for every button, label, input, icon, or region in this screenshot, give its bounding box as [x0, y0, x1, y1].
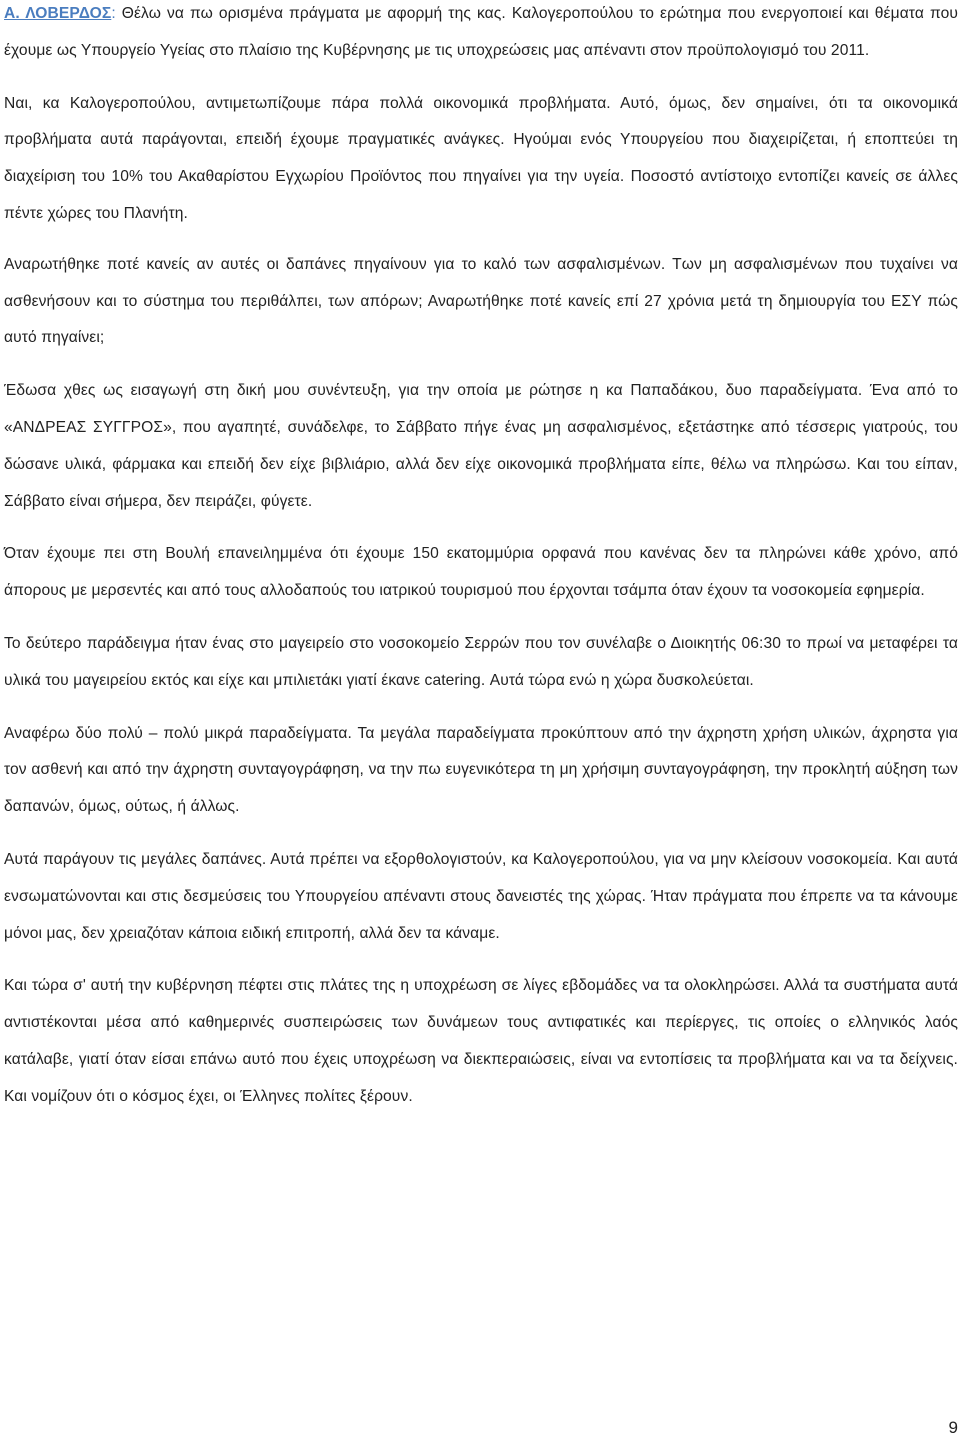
paragraph-1 [4, 0, 958, 70]
paragraph-4: Έδωσα χθες ως εισαγωγή στη δική μου συνέντευξη, για την οποία με ρώτησε η κα Παπαδάκου, δυο παραδείγματα. Ένα από το «ΑΝΔΡΕΑΣ ΣΥΓΓΡΟΣ», που αγαπητέ, συνάδελφε, το Σάββατο πήγε ένας μη ασφαλισμένος, εξετάστηκε από τέσσερις γιατρούς, του δώσανε υλικά, φάρμακα και επειδή δεν είχε βιβλιάριο, αλλά δεν είχε οικονομικά προβλήματα είπε, θέλω να πληρώσω. Και του είπαν, Σάββατο είναι σήμερα, δεν πειράζει, φύγετε. [4, 382, 958, 510]
paragraph-9: Και τώρα σ' αυτή την κυβέρνηση πέφτει στις πλάτες της η υποχρέωση σε λίγες εβδομάδες να τα ολοκληρώσει. Αλλά τα συστήματα αυτά αντιστέκονται μέσα από καθημερινές συσπειρώσεις των δυνάμεων τους αντιφατικές και περίεργες, τις οποίες ο ελληνικός λαός κατάλαβε, γιατί όταν είσαι επάνω αυτό που έχεις υποχρέωση να διεκπεραιώσεις, είναι να εντοπίσεις τα προβλήματα και να τα δείχνεις. Και νομίζουν ότι ο κόσμος έχει, οι Έλληνες πολίτες ξέρουν. [4, 977, 958, 1105]
speaker-colon: : [111, 5, 116, 22]
paragraph-5: Όταν έχουμε πει στη Βουλή επανειλημμένα ότι έχουμε 150 εκατομμύρια ορφανά που κανένας δεν τα πληρώνει κάθε χρόνο, από άπορους με μερσεντές και από τους αλλοδαπούς του ιατρικού τουρισμού που έρχονται τσάμπα όταν έχουν τα νοσοκομεία εφημερία. [4, 545, 958, 600]
page-number: 9 [948, 1418, 958, 1437]
speaker-name: Α. ΛΟΒΕΡΔΟΣ [4, 5, 112, 22]
paragraph-2: Ναι, κα Καλογεροπούλου, αντιμετωπίζουμε πάρα πολλά οικονομικά προβλήματα. Αυτό, όμως, δεν σημαίνει, ότι τα οικονομικά προβλήματα αυτά παράγονται, επειδή έχουμε πραγματικές ανάγκες. Ηγούμαι ενός Υπουργείου που διαχειρίζεται, ή εποπτεύει τη διαχείριση του 10% του Ακαθαρίστου Εγχωρίου Προϊόντος που πηγαίνει για την υγεία. Ποσοστό αντίστοιχο εντοπίζει κανείς σε άλλες πέντε χώρες του Πλανήτη. [4, 94, 958, 222]
document-page [4, 0, 958, 1116]
paragraph-1-text: Θέλω να πω ορισμένα πράγματα με αφορμή της κας. Καλογεροπούλου το ερώτημα που ενεργοποιεί και θέματα που έχουμε ως Υπουργείο Υγείας στο πλαίσιο της Κυβέρνησης με τις υποχρεώσεις μας απέναντι στον προϋπολογισμό του 2011. [4, 5, 958, 59]
paragraph-3: Αναρωτήθηκε ποτέ κανείς αν αυτές οι δαπάνες πηγαίνουν για το καλό των ασφαλισμένων. Των μη ασφαλισμένων που τυχαίνει να ασθενήσουν και το σύστημα του περιθάλπει, των απόρων; Αναρωτήθηκε ποτέ κανείς επί 27 χρόνια μετά τη δημιουργία του ΕΣΥ πώς αυτό πηγαίνει; [4, 255, 958, 347]
paragraph-7: Αναφέρω δύο πολύ – πολύ μικρά παραδείγματα. Τα μεγάλα παραδείγματα προκύπτουν από την άχρηστη χρήση υλικών, άχρηστα για τον ασθενή και από την άχρηστη συνταγογράφηση, να την πω ευγενικότερα τη μη χρήσιμη συνταγογράφηση, την προκλητή αύξηση των δαπανών, όμως, ούτως, ή άλλως. [4, 724, 958, 816]
paragraph-6: Το δεύτερο παράδειγμα ήταν ένας στο μαγειρείο στο νοσοκομείο Σερρών που τον συνέλαβε ο Διοικητής 06:30 το πρωί να μεταφέρει τα υλικά του μαγειρείου εκτός και είχε και μπιλιετάκι γιατί έκανε catering. Αυτά τώρα ενώ η χώρα δυσκολεύεται. [4, 634, 958, 689]
paragraph-8: Αυτά παράγουν τις μεγάλες δαπάνες. Αυτά πρέπει να εξορθολογιστούν, κα Καλογεροπούλου, για να μην κλείσουν νοσοκομεία. Και αυτά ενσωματώνονται και στις δεσμεύσεις του Υπουργείου απέναντι στους δανειστές της χώρας. Ήταν πράγματα που έπρεπε να τα κάνουμε μόνοι μας, δεν χρειαζόταν κάποια ειδική επιτροπή, αλλά δεν τα κάναμε. [4, 850, 958, 942]
